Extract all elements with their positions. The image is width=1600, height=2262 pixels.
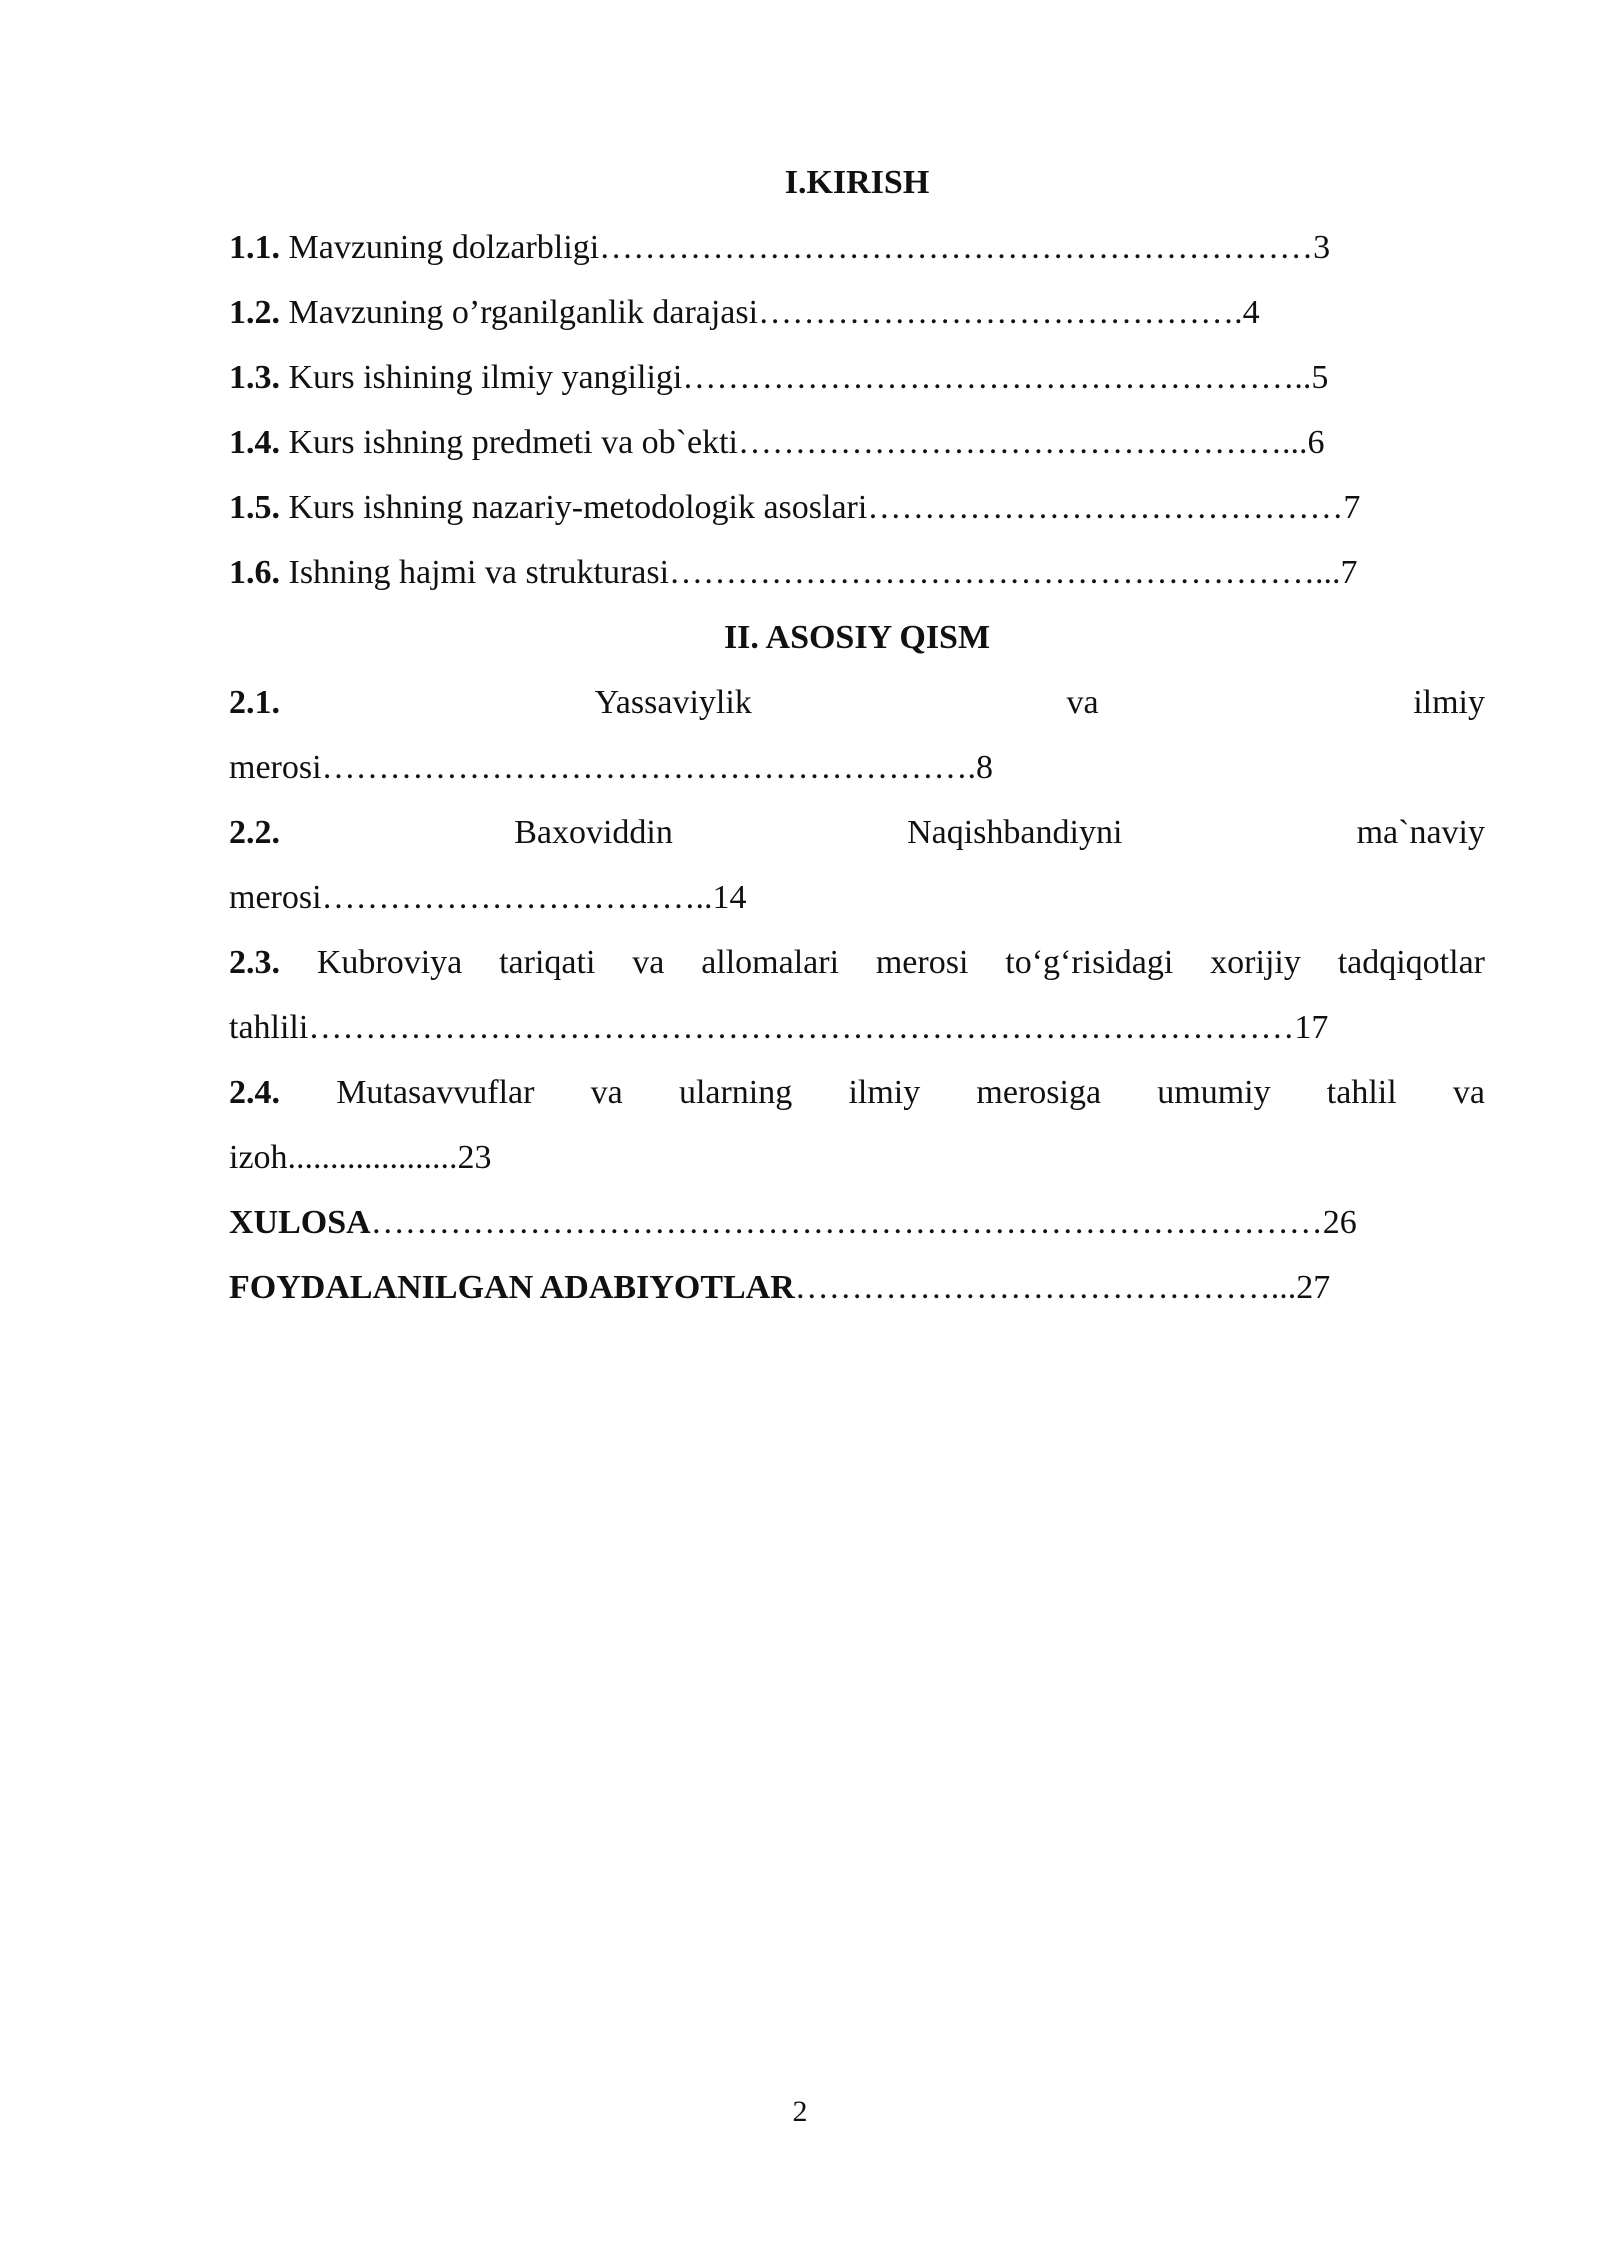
toc-entry-1-2 [229,280,1485,345]
toc-entry-leader: ……………………………………...27 [794,1269,1331,1306]
toc-entry-1-1 [229,215,1485,280]
toc-entry-word: umumiy [1157,1074,1271,1111]
toc-entry-word: Baxoviddin [514,814,673,851]
toc-entry-2-3-line2: tahlili……………………………………………………………………………17 [229,1009,1329,1046]
toc-entry-text: Mavzuning dolzarbligi………………………………………………………3 [280,229,1331,266]
toc-entry-number: 2.3. [229,944,280,981]
toc-entry-xulosa [229,1190,1485,1255]
toc-entry-adabiyotlar [229,1255,1485,1320]
toc-entry-word: merosi [875,944,969,981]
toc-entry-word: ilmiy [848,1074,921,1111]
toc-entry-2-3-line1 [229,930,1485,995]
toc-entry-word: xorijiy [1210,944,1301,981]
toc-entry-word: ma`naviy [1356,814,1485,851]
toc-entry-number: 1.3. [229,359,280,396]
toc-entry-word: tadqiqotlar [1337,944,1485,981]
toc-entry-word: Yassaviylik [594,684,752,721]
toc-entry-number: 1.6. [229,554,280,591]
toc-entry-2-2-line1 [229,800,1485,865]
toc-entry-word: va [632,944,665,981]
toc-entry-1-4 [229,410,1485,475]
toc-entry-number: 1.2. [229,294,280,331]
toc-entry-leader: …………………………………………………………………………26 [370,1204,1357,1241]
toc-entry-title: FOYDALANILGAN ADABIYOTLAR [229,1269,795,1306]
toc-entry-title: XULOSA [229,1204,371,1241]
toc-entry-number: 2.1. [229,684,280,721]
toc-entry-word: allomalari [701,944,840,981]
toc-entry-word: tariqati [499,944,596,981]
toc-entry-2-1-line2: merosi………………………………………………….8 [229,749,994,786]
toc-entry-1-5 [229,475,1485,540]
toc-entry-text: Kurs ishning nazariy-metodologik asoslari……………………………………7 [280,489,1361,526]
page-number: 2 [792,2095,808,2128]
toc-entry-word: va [590,1074,623,1111]
toc-entry-number: 2.4. [229,1074,280,1111]
toc-entry-text: Kurs ishning predmeti va ob`ekti…………………………………………...6 [280,424,1325,461]
toc-entry-text: Mavzuning o’rganilganlik darajasi…………………………………….4 [280,294,1260,331]
section-heading-kirish: I.KIRISH [784,164,930,201]
toc-entry-word: Kubroviya [316,944,463,981]
toc-entry-2-4-line1 [229,1060,1485,1125]
toc-entry-text: Kurs ishining ilmiy yangiligi………………………………………………..5 [280,359,1329,396]
toc-entry-number: 1.4. [229,424,280,461]
toc-entry-1-3 [229,345,1485,410]
toc-entry-text: Ishning hajmi va strukturasi…………………………………………………...7 [280,554,1358,591]
toc-entry-word: Naqishbandiyni [907,814,1123,851]
toc-entry-word: tahlil [1326,1074,1397,1111]
table-of-contents [229,150,1485,1320]
toc-entry-number: 2.2. [229,814,280,851]
toc-entry-2-1-line1 [229,670,1485,735]
toc-entry-word: ularning [678,1074,793,1111]
toc-entry-number: 1.1. [229,229,280,266]
toc-entry-word: ilmiy [1413,684,1485,721]
section-heading-asosiy: II. ASOSIY QISM [723,619,991,656]
toc-entry-word: Mutasavvuflar [336,1074,535,1111]
toc-entry-word: va [1452,1074,1485,1111]
toc-entry-2-4-line2: izoh....................23 [229,1139,492,1176]
toc-entry-word: to‘g‘risidagi [1005,944,1174,981]
toc-entry-word: va [1066,684,1099,721]
toc-entry-1-6 [229,540,1485,605]
toc-entry-word: merosiga [976,1074,1102,1111]
toc-entry-2-2-line2: merosi……………………………..14 [229,879,747,916]
toc-entry-number: 1.5. [229,489,280,526]
